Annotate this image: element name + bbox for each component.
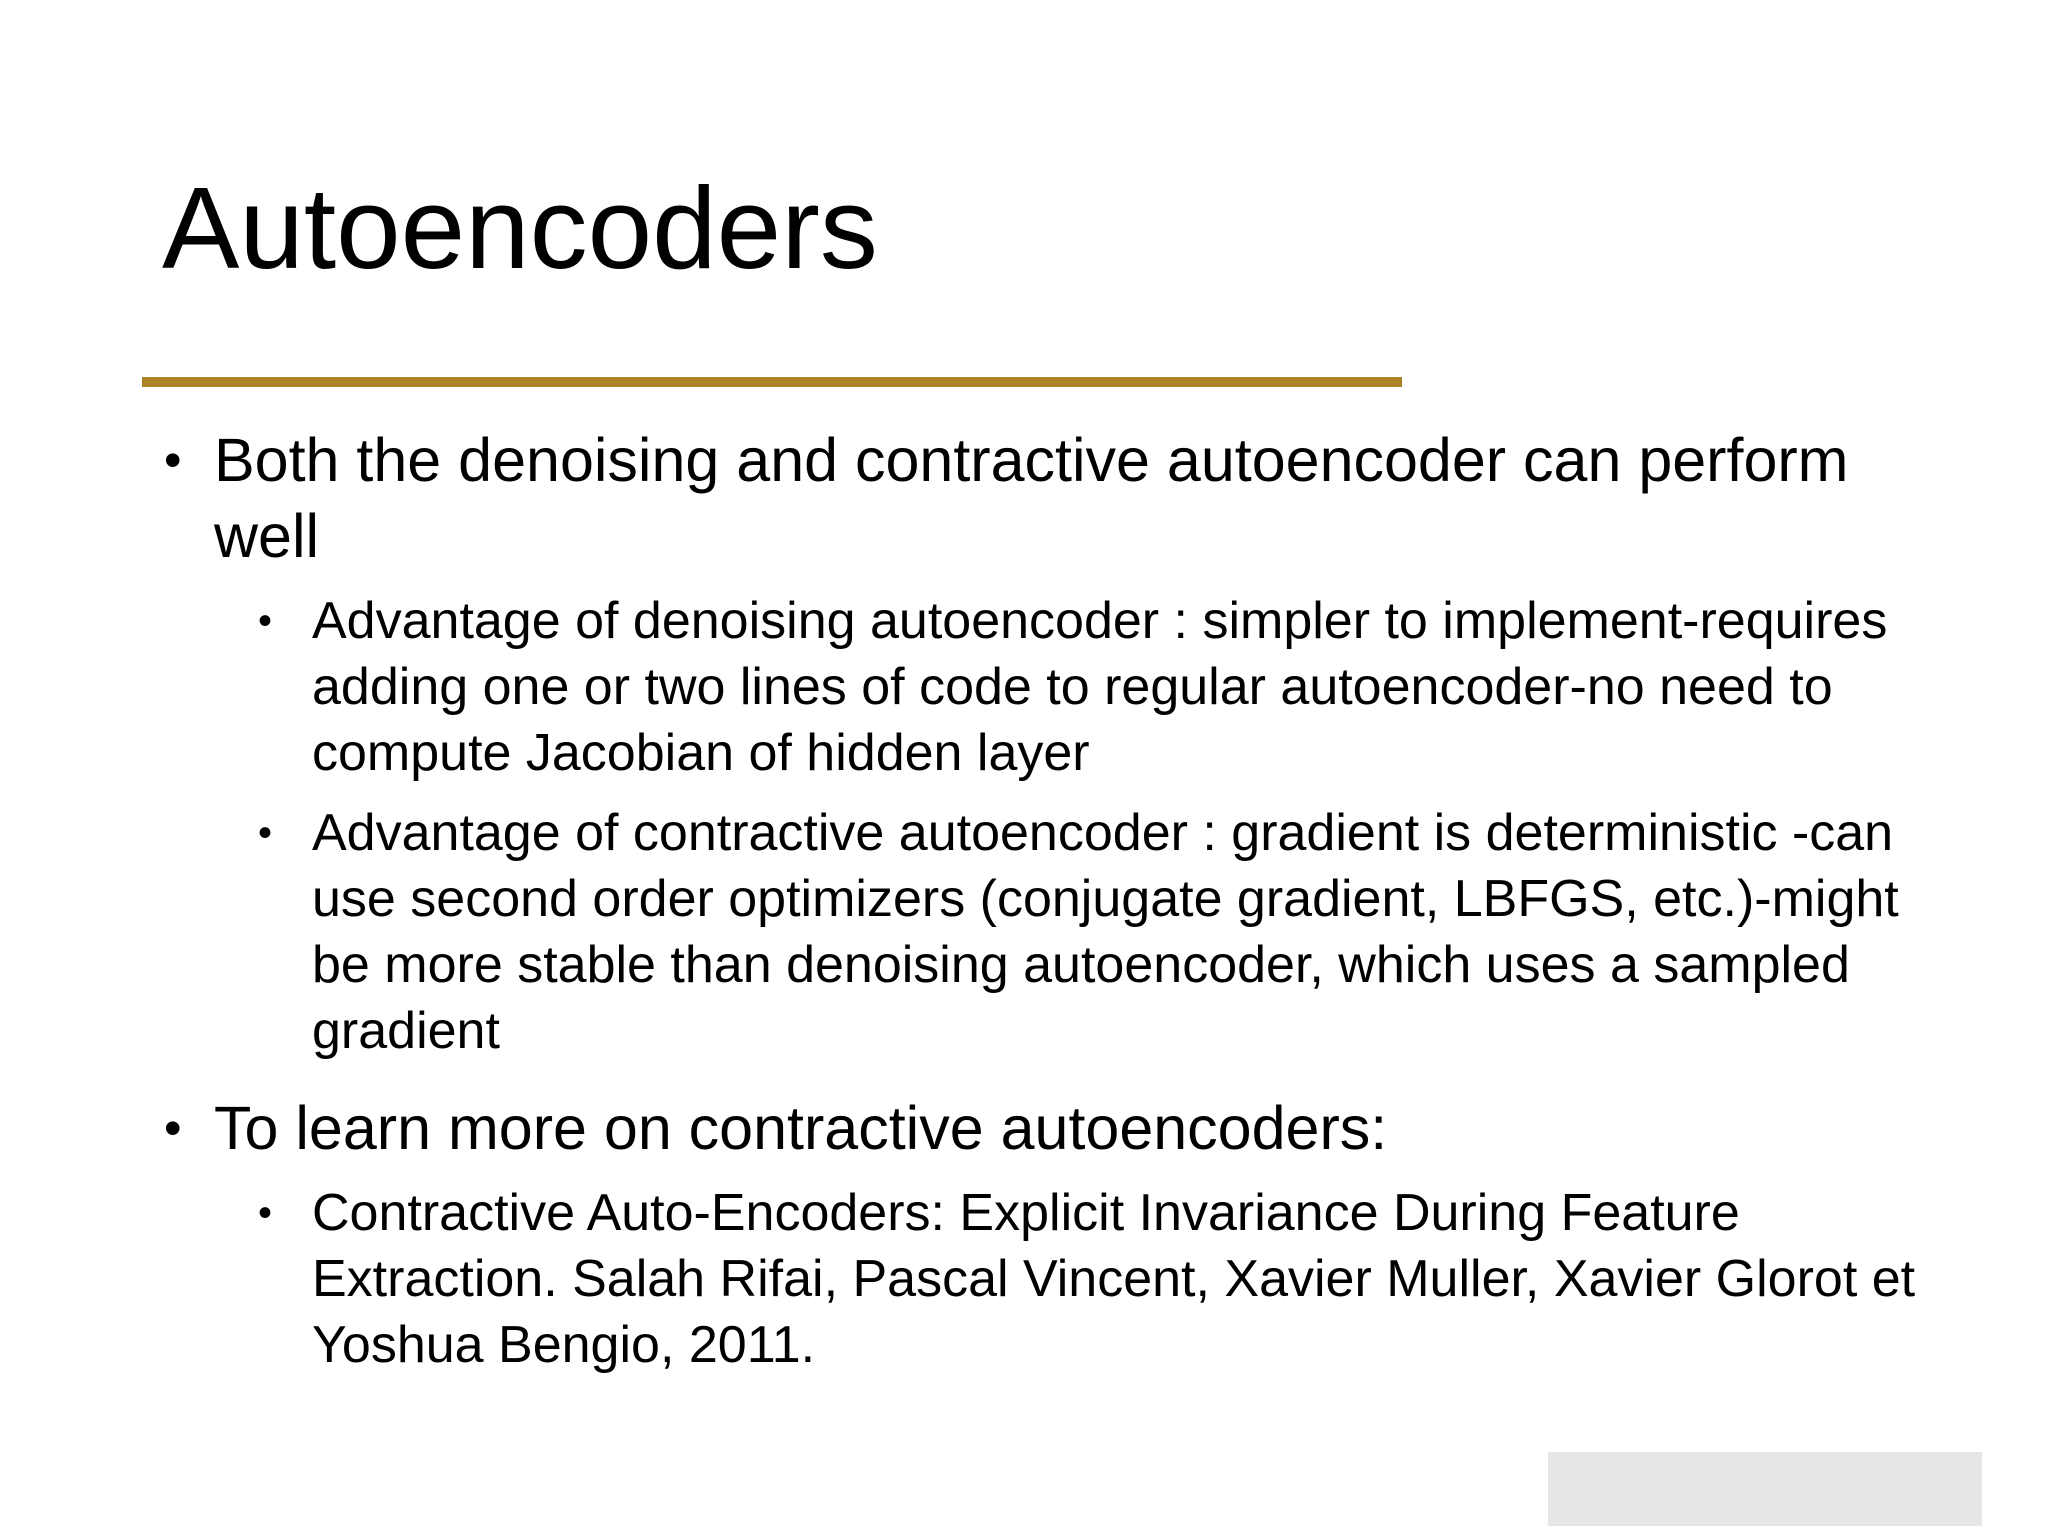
slide-title: Autoencoders: [162, 163, 878, 293]
sub-bullet-text: Contractive Auto-Encoders: Explicit Invariance During Feature Extraction. Salah Rifai, Pascal Vincent, Xavier Muller, Xavier Glorot et Yoshua Bengio, 2011.: [312, 1184, 1916, 1374]
bullet-dot-icon: •: [164, 1100, 182, 1156]
corner-placeholder-box: [1548, 1452, 1982, 1526]
bullet-item: [160, 422, 1920, 574]
sub-bullet-item: [258, 800, 1920, 1064]
bullet-item: [160, 1090, 1920, 1166]
bullet-dot-icon: •: [258, 1191, 273, 1235]
sub-bullet-item: [258, 588, 1920, 786]
bullet-text: To learn more on contractive autoencoders:: [214, 1094, 1388, 1162]
bullet-dot-icon: •: [258, 599, 273, 643]
sub-bullet-text: Advantage of denoising autoencoder : simpler to implement-requires adding one or two lines of code to regular autoencoder-no need to compute Jacobian of hidden layer: [312, 592, 1888, 782]
sub-bullet-text: Advantage of contractive autoencoder : gradient is deterministic -can use second order optimizers (conjugate gradient, LBFGS, etc.)-might be more stable than denoising autoencoder, which uses a sampled gradient: [312, 804, 1899, 1060]
sub-bullet-item: [258, 1180, 1920, 1378]
bullet-text: Both the denoising and contractive autoencoder can perform well: [214, 426, 1849, 570]
title-underline-rule: [142, 377, 1402, 387]
bullet-dot-icon: •: [164, 432, 182, 488]
bullet-dot-icon: •: [258, 811, 273, 855]
slide-body: [160, 422, 1920, 1378]
